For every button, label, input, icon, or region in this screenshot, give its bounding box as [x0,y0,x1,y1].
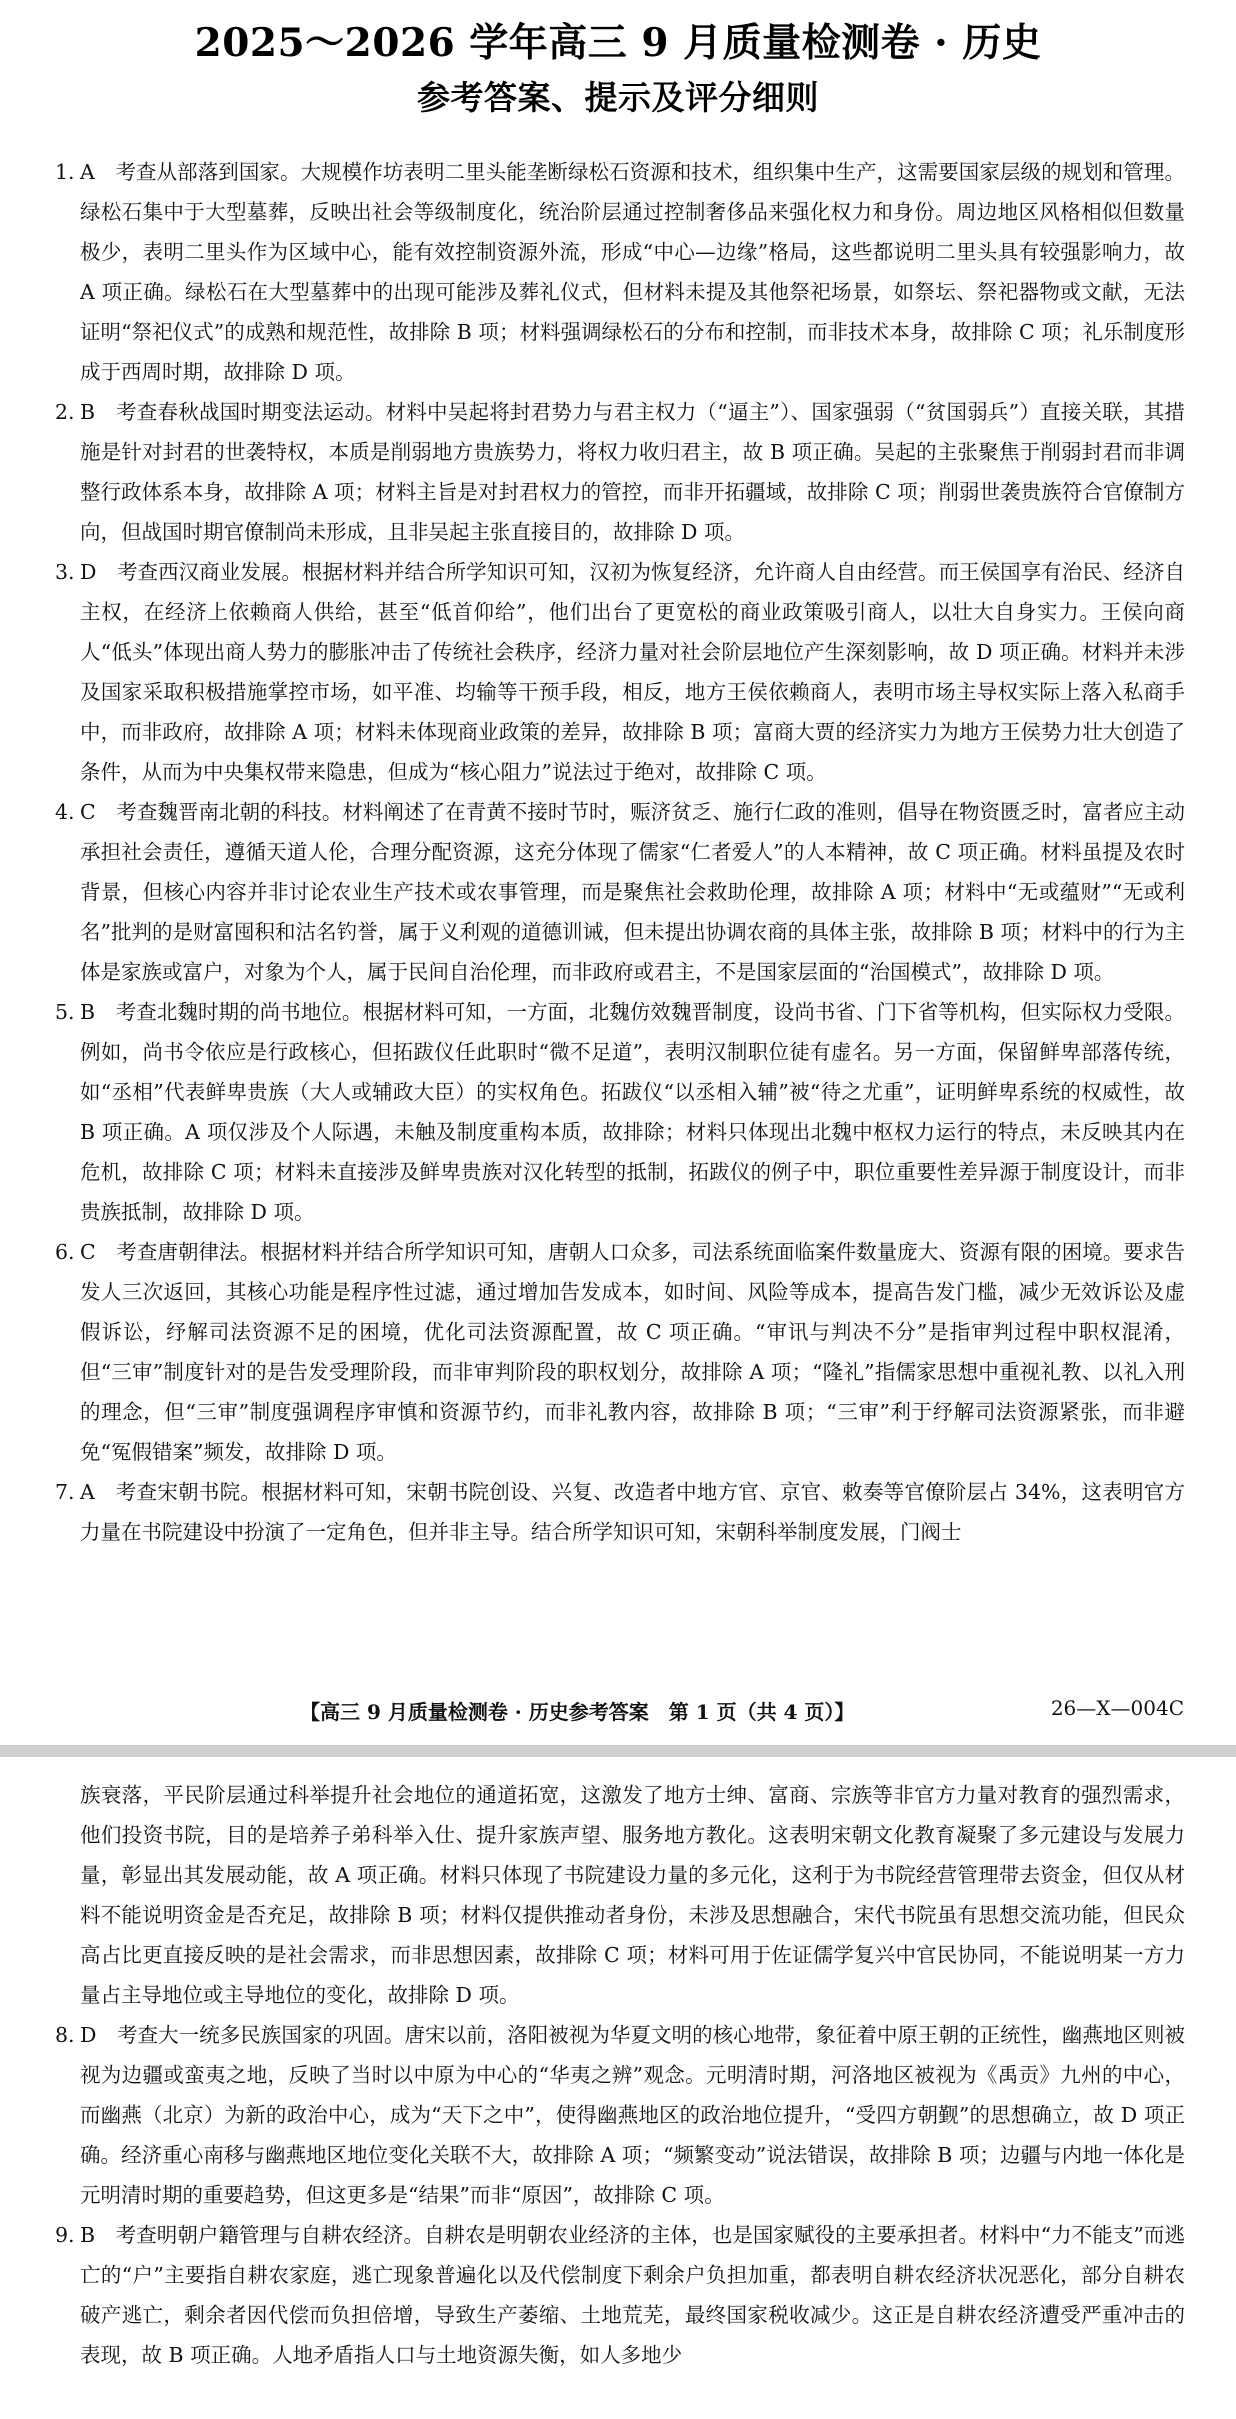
item-text: B 考查北魏时期的尚书地位。根据材料可知，一方面，北魏仿效魏晋制度，设尚书省、门下省等机构，但实际权力受限。例如，尚书令依应是行政核心，但拓跋仪任此职时“微不足道”，表明汉制职位徒有虚名。另一方面，保留鲜卑部落传统，如“丞相”代表鲜卑贵族（大人或辅政大臣）的实权角色。拓跋仪“以丞相入辅”被“待之尤重”，证明鲜卑系统的权威性，故 B 项正确。A 项仅涉及个人际遇，未触及制度重构本质，故排除；材料只体现出北魏中枢权力运行的特点，未反映其内在危机，故排除 C 项；材料未直接涉及鲜卑贵族对汉化转型的抵制，拓跋仪的例子中，职位重要性差异源于制度设计，而非贵族抵制，故排除 D 项。 [80,1000,1185,1224]
item-number: 7. [55,1480,75,1504]
footer-page-info: 【高三 9 月质量检测卷 · 历史参考答案 第 1 页（共 4 页）】 [300,1700,855,1724]
answer-list-page-2 [55,1775,1185,2375]
item-number: 8. [55,2023,75,2047]
page-subtitle: 参考答案、提示及评分细则 [417,78,819,117]
answer-item-4 [55,792,1185,992]
answer-item-7 [55,1472,1185,1552]
item-number: 2. [55,400,75,424]
item-number: 6. [55,1240,75,1264]
item-number: 4. [55,800,75,824]
answer-item-5 [55,992,1185,1232]
item-text: B 考查明朝户籍管理与自耕农经济。自耕农是明朝农业经济的主体，也是国家赋役的主要承担者。材料中“力不能支”而逃亡的“户”主要指自耕农家庭，逃亡现象普遍化以及代偿制度下剩余户负担加重，都表明自耕农经济状况恶化，部分自耕农破产逃亡，剩余者因代偿而负担倍增，导致生产萎缩、土地荒芜，最终国家税收减少。这正是自耕农经济遭受严重冲击的表现，故 B 项正确。人地矛盾指人口与土地资源失衡，如人多地少 [80,2223,1185,2367]
footer-code: 26—X—004C [1050,1696,1184,1720]
item-text: A 考查从部落到国家。大规模作坊表明二里头能垄断绿松石资源和技术，组织集中生产，这需要国家层级的规划和管理。绿松石集中于大型墓葬，反映出社会等级制度化，统治阶层通过控制奢侈品来强化权力和身份。周边地区风格相似但数量极少，表明二里头作为区域中心，能有效控制资源外流，形成“中心—边缘”格局，这些都说明二里头具有较强影响力，故 A 项正确。绿松石在大型墓葬中的出现可能涉及葬礼仪式，但材料未提及其他祭祀场景，如祭坛、祭祀器物或文献，无法证明“祭祀仪式”的成熟和规范性，故排除 B 项；材料强调绿松石的分布和控制，而非技术本身，故排除 C 项；礼乐制度形成于西周时期，故排除 D 项。 [80,160,1185,384]
page-title: 2025～2026 学年高三 9 月质量检测卷 · 历史 [194,20,1042,66]
item-text: 族衰落，平民阶层通过科举提升社会地位的通道拓宽，这激发了地方士绅、富商、宗族等非官方力量对教育的强烈需求，他们投资书院，目的是培养子弟科举入仕、提升家族声望、服务地方教化。这表明宋朝文化教育凝聚了多元建设与发展力量，彰显出其发展动能，故 A 项正确。材料只体现了书院建设力量的多元化，这利于为书院经营管理带去资金，但仅从材料不能说明资金是否充足，故排除 B 项；材料仅提供推动者身份，未涉及思想融合，宋代书院虽有思想交流功能，但民众高占比更直接反映的是社会需求，而非思想因素，故排除 C 项；材料可用于佐证儒学复兴中官民协同，不能说明某一方力量占主导地位或主导地位的变化，故排除 D 项。 [80,1783,1185,2007]
page-separator [0,1745,1236,1757]
item-number: 5. [55,1000,75,1024]
answer-item-6 [55,1232,1185,1472]
item-text: C 考查唐朝律法。根据材料并结合所学知识可知，唐朝人口众多，司法系统面临案件数量庞大、资源有限的困境。要求告发人三次返回，其核心功能是程序性过滤，通过增加告发成本，如时间、风险等成本，提高告发门槛，减少无效诉讼及虚假诉讼，纾解司法资源不足的困境，优化司法资源配置，故 C 项正确。“审讯与判决不分”是指审判过程中职权混淆，但“三审”制度针对的是告发受理阶段，而非审判阶段的职权划分，故排除 A 项；“隆礼”指儒家思想中重视礼教、以礼入刑的理念，但“三审”制度强调程序审慎和资源节约，而非礼教内容，故排除 B 项；“三审”利于纾解司法资源紧张，而非避免“冤假错案”频发，故排除 D 项。 [80,1240,1185,1464]
page-2 [0,1757,1236,2419]
item-number: 9. [55,2223,75,2247]
answer-item-7-continued [55,1775,1185,2015]
item-text: D 考查西汉商业发展。根据材料并结合所学知识可知，汉初为恢复经济，允许商人自由经营。而王侯国享有治民、经济自主权，在经济上依赖商人供给，甚至“低首仰给”，他们出台了更宽松的商业政策吸引商人，以壮大自身实力。王侯向商人“低头”体现出商人势力的膨胀冲击了传统社会秩序，经济力量对社会阶层地位产生深刻影响，故 D 项正确。材料并未涉及国家采取积极措施掌控市场，如平准、均输等干预手段，相反，地方王侯依赖商人，表明市场主导权实际上落入私商手中，而非政府，故排除 A 项；材料未体现商业政策的差异，故排除 B 项；富商大贾的经济实力为地方王侯势力壮大创造了条件，从而为中央集权带来隐患，但成为“核心阻力”说法过于绝对，故排除 C 项。 [80,560,1185,784]
answer-item-1 [55,152,1185,392]
answer-item-3 [55,552,1185,792]
page-footer [0,1696,1236,1730]
answer-item-8 [55,2015,1185,2215]
item-text: B 考查春秋战国时期变法运动。材料中吴起将封君势力与君主权力（“逼主”）、国家强弱（“贫国弱兵”）直接关联，其措施是针对封君的世袭特权，本质是削弱地方贵族势力，将权力收归君主，故 B 项正确。吴起的主张聚焦于削弱封君而非调整行政体系本身，故排除 A 项；材料主旨是对封君权力的管控，而非开拓疆域，故排除 C 项；削弱世袭贵族符合官僚制方向，但战国时期官僚制尚未形成，且非吴起主张直接目的，故排除 D 项。 [80,400,1185,544]
answer-item-2 [55,392,1185,552]
item-number: 3. [55,560,75,584]
answer-list-page-1 [55,152,1185,1552]
item-number: 1. [55,160,75,184]
answer-item-9 [55,2215,1185,2375]
item-text: A 考查宋朝书院。根据材料可知，宋朝书院创设、兴复、改造者中地方官、京官、敕奏等官僚阶层占 34%，这表明官方力量在书院建设中扮演了一定角色，但并非主导。结合所学知识可知，宋朝科举制度发展，门阀士 [80,1480,1185,1544]
item-text: C 考查魏晋南北朝的科技。材料阐述了在青黄不接时节时，赈济贫乏、施行仁政的准则，倡导在物资匮乏时，富者应主动承担社会责任，遵循天道人伦，合理分配资源，这充分体现了儒家“仁者爱人”的人本精神，故 C 项正确。材料虽提及农时背景，但核心内容并非讨论农业生产技术或农事管理，而是聚焦社会救助伦理，故排除 A 项；材料中“无或蕴财”“无或利名”批判的是财富囤积和沽名钓誉，属于义利观的道德训诫，但未提出协调农商的具体主张，故排除 B 项；材料中的行为主体是家族或富户，对象为个人，属于民间自治伦理，而非政府或君主，不是国家层面的“治国模式”，故排除 D 项。 [80,800,1185,984]
item-text: D 考查大一统多民族国家的巩固。唐宋以前，洛阳被视为华夏文明的核心地带，象征着中原王朝的正统性，幽燕地区则被视为边疆或蛮夷之地，反映了当时以中原为中心的“华夷之辨”观念。元明清时期，河洛地区被视为《禹贡》九州的中心，而幽燕（北京）为新的政治中心，成为“天下之中”，使得幽燕地区的政治地位提升，“受四方朝觐”的思想确立，故 D 项正确。经济重心南移与幽燕地区地位变化关联不大，故排除 A 项；“频繁变动”说法错误，故排除 B 项；边疆与内地一体化是元明清时期的重要趋势，但这更多是“结果”而非“原因”，故排除 C 项。 [80,2023,1185,2207]
